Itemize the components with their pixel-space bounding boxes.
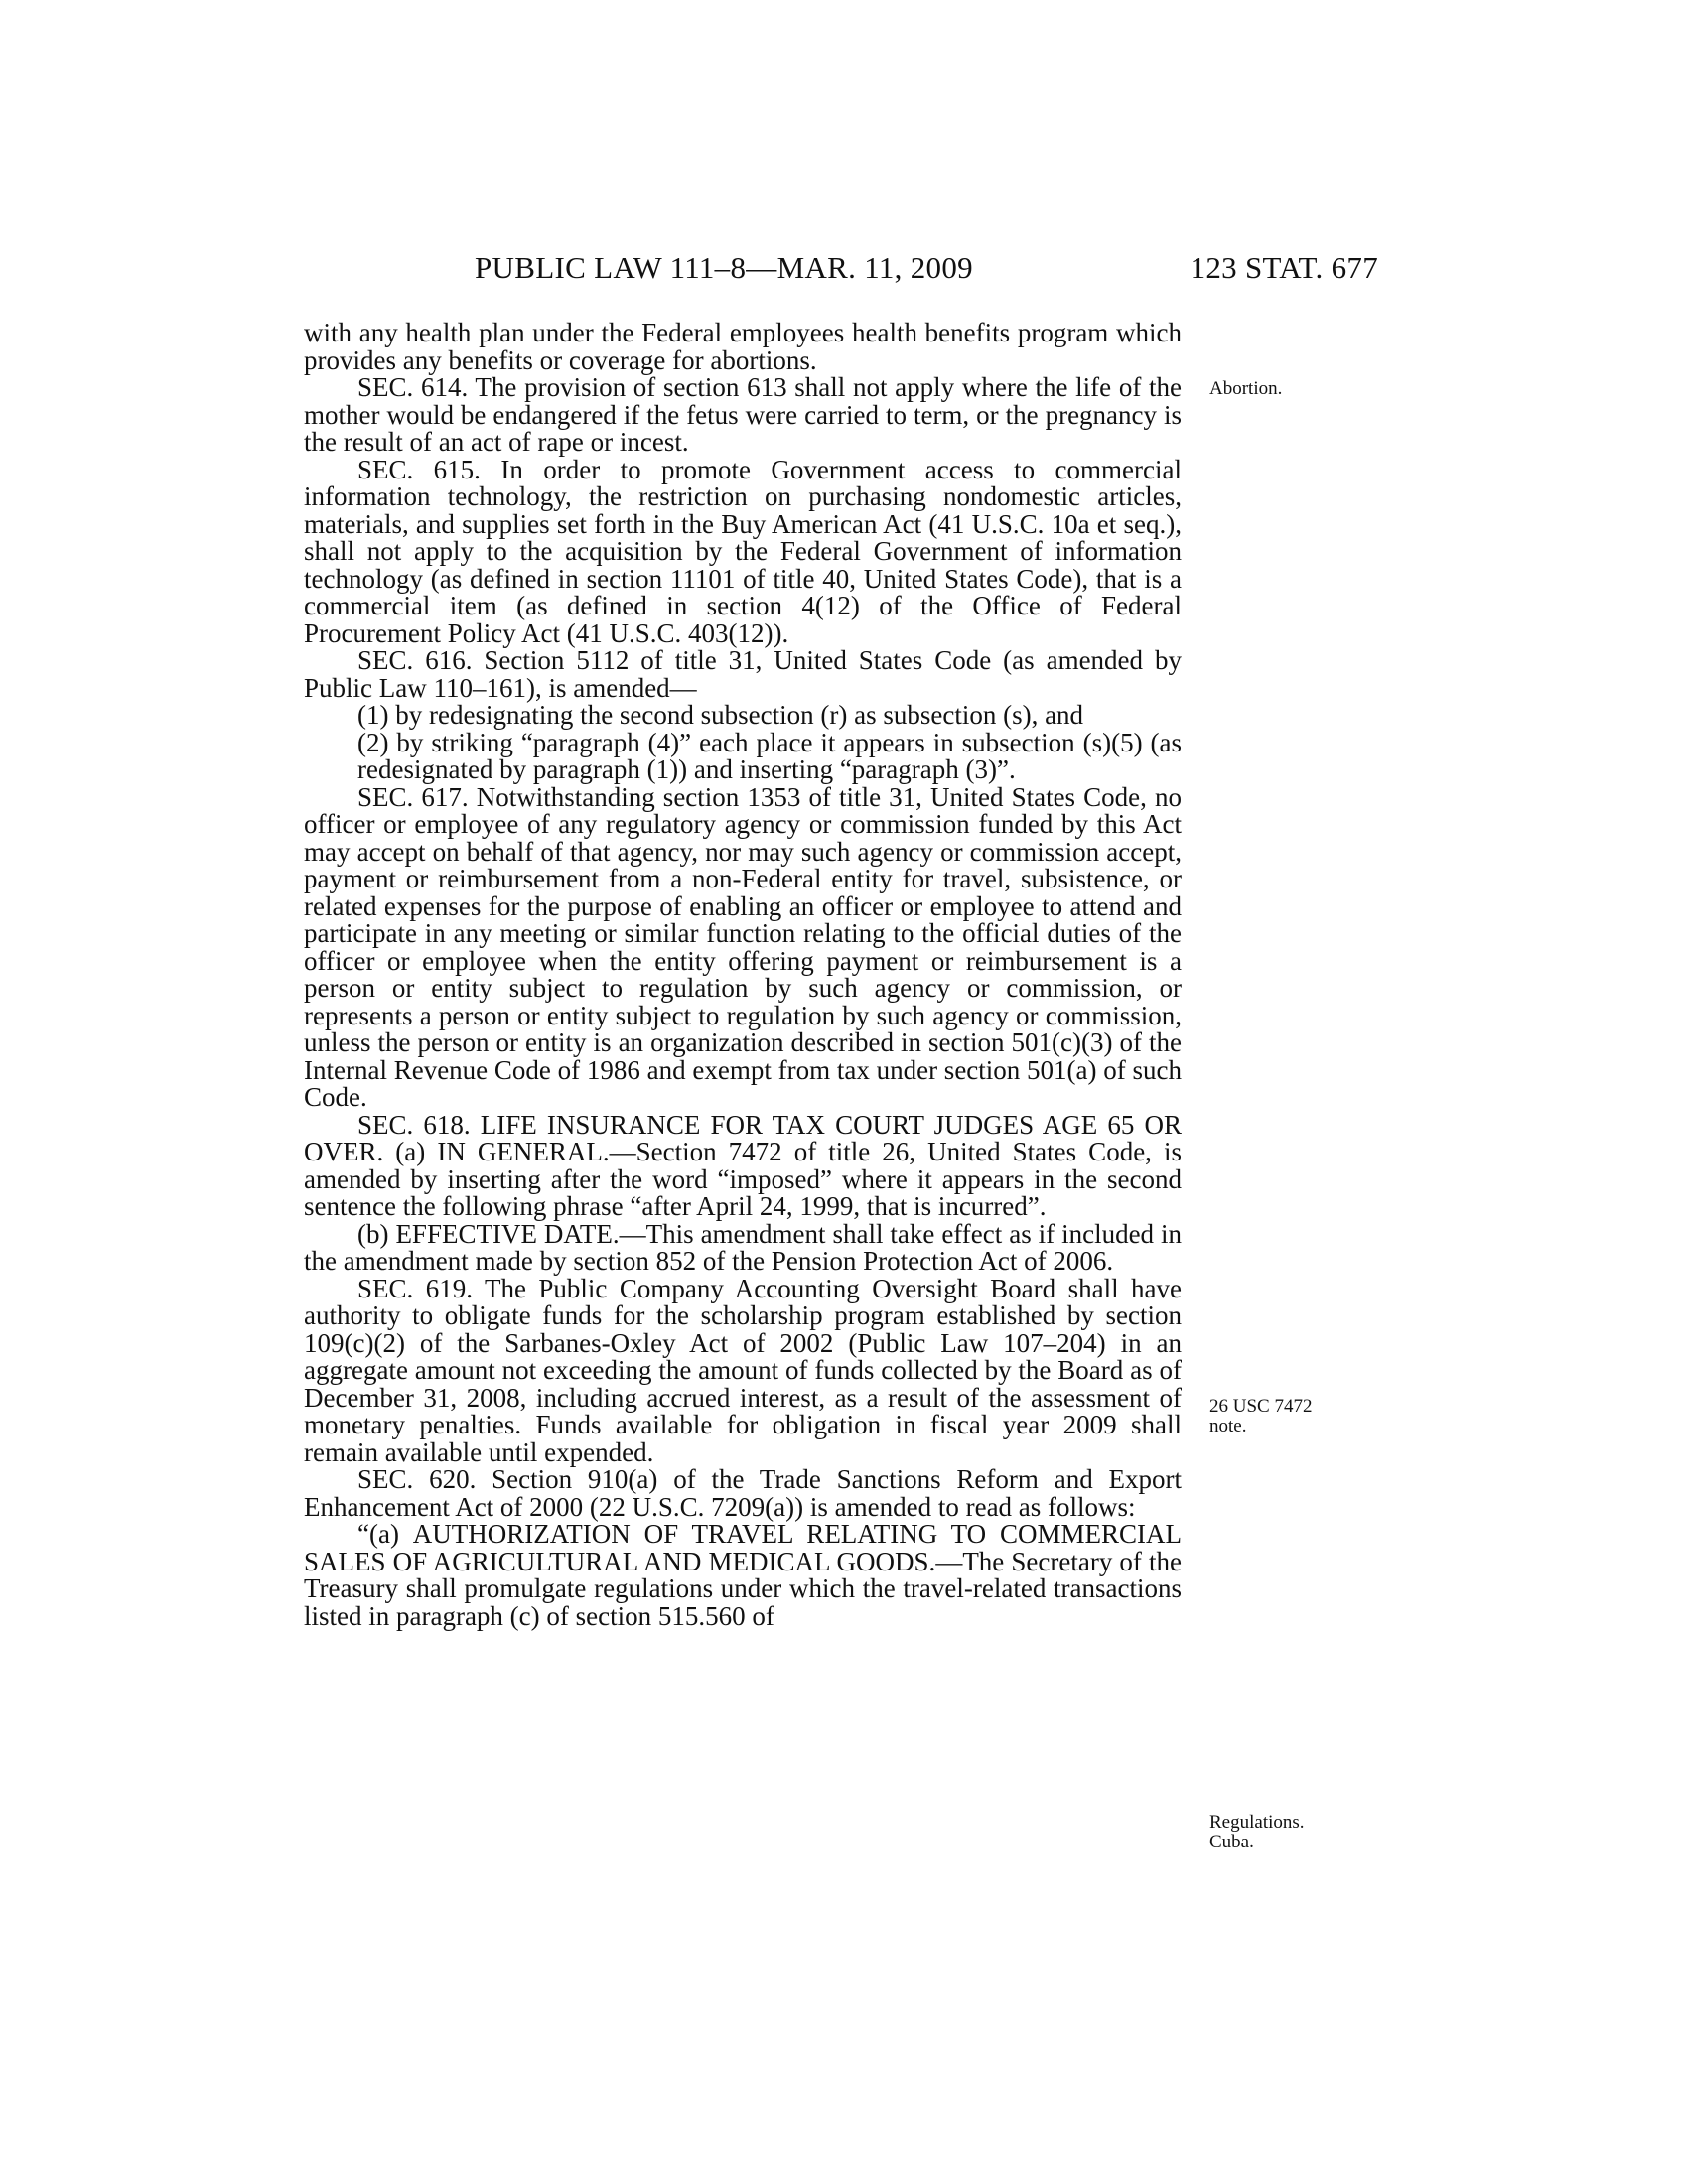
subsection-text: —Section 7472 of title 26, United States Code, is amended by inserting after the word “imposed” where it appears in the second sentence the following phrase “after April 24, 1999, that is incurred”. bbox=[304, 1137, 1182, 1221]
quote-text: —The Secretary of the Treasury shall promulgate regulations under which the travel-related transactions listed in paragraph (c) of section 515.560 of bbox=[304, 1546, 1182, 1631]
subsection-heading: EFFECTIVE DATE. bbox=[395, 1218, 620, 1249]
section-label: SEC. 617. bbox=[357, 781, 469, 812]
quoted-subsection-a bbox=[304, 1521, 1182, 1630]
section-616 bbox=[304, 647, 1182, 702]
page-header bbox=[298, 250, 1378, 294]
section-617 bbox=[304, 781, 1182, 1112]
subsection-label: (b) bbox=[357, 1218, 396, 1249]
subsection-text: —This amendment shall take effect as if included in the amendment made by section 852 of the Pension Protection Act of 2006. bbox=[304, 1218, 1182, 1276]
running-head: PUBLIC LAW 111–8—MAR. 11, 2009 bbox=[475, 250, 973, 285]
margin-note-line: note. bbox=[1209, 1416, 1247, 1436]
section-text: Section 5112 of title 31, United States Code (as amended by Public Law 110–161), is amended— bbox=[304, 645, 1182, 703]
section-620 bbox=[304, 1466, 1182, 1521]
section-label: SEC. 616. bbox=[357, 645, 473, 675]
section-619 bbox=[304, 1273, 1182, 1467]
margin-note-text: Abortion. bbox=[1209, 378, 1283, 399]
section-text: Section 910(a) of the Trade Sanctions Reform and Export Enhancement Act of 2000 (22 U.S.C. 7209(a)) is amended to read as follows: bbox=[304, 1464, 1182, 1522]
section-label: SEC. 620. bbox=[357, 1464, 477, 1494]
margin-note-line: Regulations. bbox=[1209, 1812, 1305, 1833]
margin-note-regulations bbox=[1209, 1813, 1348, 1852]
body-text bbox=[304, 320, 1182, 1630]
section-label: SEC. 619. bbox=[357, 1273, 473, 1303]
margin-note-abortion bbox=[1209, 379, 1348, 399]
statute-citation: 123 STAT. 677 bbox=[1190, 250, 1378, 285]
quote-open: “(a) bbox=[357, 1519, 413, 1549]
section-618-b bbox=[304, 1218, 1182, 1276]
section-text: The provision of section 613 shall not apply where the life of the mother would be endangered if the fetus were carried to term, or the pregnancy is the result of an act of rape or incest. bbox=[304, 372, 1182, 457]
section-614 bbox=[304, 374, 1182, 457]
section-text: In order to promote Government access to commercial information technology, the restriction on purchasing nondomestic articles, materials, and supplies set forth in the Buy American Act (41 U.S.C. 10a et seq.), shall not apply to the acquisition by the Federal Government of information technology (as defined in section 11101 of title 40, United States Code), that is a commercial item (as defined in section 4(12) of the Office of Federal Procurement Policy Act (41 U.S.C. 403(12)). bbox=[304, 454, 1182, 648]
margin-note-line: 26 USC 7472 bbox=[1209, 1396, 1313, 1417]
margin-note-line: Cuba. bbox=[1209, 1832, 1254, 1852]
section-text: The Public Company Accounting Oversight Board shall have authority to obligate funds for the scholarship program established by section 109(c)(2) of the Sarbanes-Oxley Act of 2002 (Public Law 107–204) in an aggregate amount not exceeding the amount of funds collected by the Board as of December 31, 2008, including accrued interest, as a result of the assessment of monetary penalties. Funds available for obligation in fiscal year 2009 shall remain available until expended. bbox=[304, 1273, 1182, 1467]
section-text: Notwithstanding section 1353 of title 31, United States Code, no officer or employee of any regulatory agency or commission funded by this Act may accept on behalf of that agency, nor may such agency or commission accept, payment or reimbursement from a non-Federal entity for travel, subsistence, or related expenses for the purpose of enabling an officer or employee to attend and participate in any meeting or similar function relating to the official duties of the officer or employee when the entity offering payment or reimbursement is a person or entity subject to regulation by such agency or commission, or represents a person or entity subject to regulation by such agency or commission, unless the person or entity is an organization described in section 501(c)(3) of the Internal Revenue Code of 1986 and exempt from tax under section 501(a) of such Code. bbox=[304, 781, 1182, 1112]
section-618 bbox=[304, 1109, 1182, 1221]
subsection-label: (a) bbox=[383, 1137, 438, 1166]
section-heading: LIFE INSURANCE FOR TAX COURT JUDGES AGE 65 OR OVER. bbox=[304, 1109, 1182, 1166]
section-label: SEC. 615. bbox=[357, 454, 481, 484]
section-616-paragraph-2: (2) by striking “paragraph (4)” each place it appears in subsection (s)(5) (as redesignated by paragraph (1)) and inserting “paragraph (3)”. bbox=[357, 727, 1182, 784]
subsection-heading: IN GENERAL. bbox=[437, 1137, 610, 1166]
section-616-paragraph-1: (1) by redesignating the second subsection (r) as subsection (s), and bbox=[357, 700, 1084, 730]
margin-note-usc bbox=[1209, 1397, 1348, 1436]
section-label: SEC. 614. bbox=[357, 372, 469, 402]
section-label: SEC. 618. bbox=[357, 1109, 471, 1140]
paragraph-continuation: with any health plan under the Federal employees health benefits program which provides any benefits or coverage for abortions. bbox=[304, 318, 1182, 375]
quote-heading: AUTHORIZATION OF TRAVEL RELATING TO COMMERCIAL SALES OF AGRICULTURAL AND MEDICAL GOODS. bbox=[304, 1519, 1182, 1576]
section-615 bbox=[304, 454, 1182, 648]
